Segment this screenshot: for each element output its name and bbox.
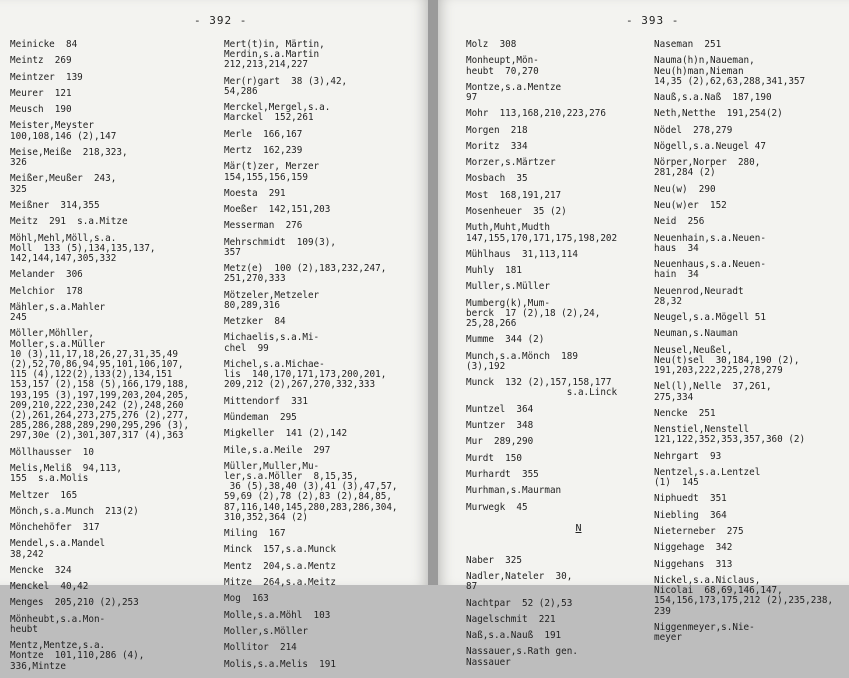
index-entry: Messerman 276 (224, 220, 303, 232)
index-entry: Menges 205,210 (2),253 (10, 597, 139, 609)
index-entry: Naseman 251 (654, 39, 722, 50)
index-entry: Neuman,s.Nauman (654, 328, 738, 340)
index-entry: Nauma(h)n,Naueman, Neu(h)man,Nieman 14,35 (2),62,63,288,341,357 (654, 55, 806, 87)
index-entry: Niebling 364 (654, 509, 727, 521)
index-entry: Niphuedt 351 (654, 493, 727, 505)
index-entry: Miling 167 (224, 528, 286, 540)
index-entry: Nehrgart 93 (654, 450, 722, 462)
left-page (0, 0, 428, 672)
index-entry: Monheupt,Mön- heubt 70,270 (466, 55, 539, 77)
index-entry: Mencke 324 (10, 564, 72, 576)
index-entry: Neth,Netthe 191,254(2) (654, 108, 783, 120)
index-entry: Nadler,Nateler 30, 87 (466, 571, 573, 593)
index-entry: Moritz 334 (466, 140, 528, 152)
index-entry: Nagelschmit 221 (466, 613, 556, 625)
index-entry: Naß,s.a.Nauß 191 (466, 630, 562, 642)
index-entries (466, 40, 651, 513)
index-entry: Mönch,s.a.Munch 213(2) (10, 505, 139, 517)
index-entry: Muntzel 364 (466, 403, 534, 415)
index-entry: Mile,s.a.Meile 297 (224, 444, 331, 456)
index-entry: Neusel,Neußel, Neu(t)sel 30,184,190 (2), 191,203,222,225,278,279 (654, 344, 800, 377)
index-entry: Muth,Muht,Mudth 147,155,170,171,175,198,202 (466, 222, 618, 244)
index-column (224, 40, 424, 676)
index-entry: Niggenmeyer,s.Nie- meyer (654, 621, 755, 644)
index-entry: Nauß,s.a.Naß 187,190 (654, 92, 772, 103)
index-entry: Molle,s.a.Möhl 103 (224, 609, 331, 621)
index-entry: Mosenheuer 35 (2) (466, 206, 567, 218)
index-entry: Neugel,s.a.Mögell 51 (654, 312, 766, 324)
index-entry: Mündeman 295 (224, 411, 297, 423)
index-entry: Michel,s.a.Michae- lis 140,170,171,173,200,201, 209,212 (2),267,270,332,333 (224, 358, 387, 391)
right-page (438, 0, 849, 668)
index-entry: Meinicke 84 (10, 39, 78, 50)
index-entry: Michaelis,s.a.Mi- chel 99 (224, 332, 320, 354)
index-entry: Muller,s.Müller (466, 281, 550, 293)
index-entry: Morzer,s.Märtzer (466, 157, 556, 169)
index-entry: Mosbach 35 (466, 173, 528, 185)
index-entry: Melander 306 (10, 269, 83, 281)
index-entry: Mer(r)gart 38 (3),42, 54,286 (224, 75, 348, 97)
index-entry: Melis,Meliß 94,113, 155 s.a.Molis (10, 463, 122, 485)
index-entry: Mehrschmidt 109(3), 357 (224, 236, 336, 258)
index-entry: Nickel,s.a.Niclaus, Nicolai 68,69,146,147, 154,156,173,175,212 (2),235,238, 239 (654, 574, 834, 617)
index-entry: Mog 163 (224, 593, 269, 605)
index-entry: Neuenrod,Neuradt 28,32 (654, 285, 744, 307)
index-entry: Möller,Möhller, Moller,s.a.Müller 10 (3),11,17,18,26,27,31,35,49 (2),52,70,86,94,95,101,106,107, 115 (4),122(2),133(2),134,151 153,157 (2),158 (5),166,179,188, 193,195 (3),197,199,203,204,205, 209,210,222,230,242 (2),248,260 (2),261,264,273,275,276 (2),277, 285,286,288,289,290,295,296 (3), 297,30e (2),301,307,317 (4),363 (10, 328, 190, 442)
index-entry: Möhl,Mehl,Möll,s.a. Moll 133 (5),134,135,137, 142,144,147,305,332 (10, 232, 156, 264)
index-entry: Melchior 178 (10, 285, 83, 297)
index-entry: Meise,Meiße 218,323, 326 (10, 146, 128, 169)
index-entry: Muhly 181 (466, 265, 522, 277)
index-entry: Mendel,s.a.Mandel 38,242 (10, 538, 106, 560)
index-entry: Moller,s.Möller (224, 625, 308, 637)
index-entry: Most 168,191,217 (466, 189, 562, 201)
index-entry: Mönheubt,s.a.Mon- heubt (10, 613, 106, 635)
index-entries (466, 556, 651, 668)
index-entry: Nentzel,s.a.Lentzel (1) 145 (654, 466, 761, 489)
index-entry: Meusch 190 (10, 104, 72, 116)
index-entry: Mönchehöfer 317 (10, 522, 100, 534)
index-entry: Niggehage 342 (654, 542, 733, 554)
page-number: - 392 - (194, 14, 248, 27)
index-entry: Metzker 84 (224, 316, 286, 328)
index-entry: Mohr 113,168,210,223,276 (466, 108, 606, 120)
index-entry: Nencke 251 (654, 407, 716, 419)
index-entry: Moeßer 142,151,203 (224, 204, 331, 216)
index-entry: Nögell,s.a.Neugel 47 (654, 140, 766, 152)
index-entry: Mötzeler,Metzeler 80,289,316 (224, 289, 320, 311)
index-entry: Murwegk 45 (466, 501, 528, 513)
index-column (654, 40, 846, 649)
index-entry: Montze,s.a.Mentze 97 (466, 81, 562, 103)
index-entry: Murhardt 355 (466, 468, 539, 480)
section-letter-heading: N (575, 522, 582, 534)
index-entry: Nenstiel,Nenstell 121,122,352,353,357,360 (2) (654, 424, 806, 446)
index-entry: Neu(w)er 152 (654, 199, 727, 211)
index-entry: Molz 308 (466, 39, 517, 50)
index-entry: Molis,s.a.Melis 191 (224, 658, 336, 670)
index-entry: Meißer,Meußer 243, 325 (10, 173, 117, 195)
index-entry: Munch,s.a.Mönch 189 (3),192 (466, 350, 578, 372)
index-entry: Murhman,s.Maurman (466, 485, 562, 497)
index-entry: Meurer 121 (10, 87, 72, 99)
index-entry: Mär(t)zer, Merzer 154,155,156,159 (224, 161, 320, 183)
index-entry: Neuenhain,s.a.Neuen- haus 34 (654, 232, 766, 254)
index-entry: Meißner 314,355 (10, 199, 100, 211)
index-entry: Neid 256 (654, 216, 705, 228)
index-entry: Morgen 218 (466, 124, 528, 136)
index-entry: Merle 166,167 (224, 128, 303, 140)
index-entry: Mur 289,290 (466, 436, 534, 448)
index-entry: Nassauer,s.Rath gen. Nassauer (466, 646, 578, 668)
index-entry: Mentz 204,s.a.Mentz (224, 560, 336, 572)
index-entry: Meintz 269 (10, 55, 72, 67)
index-entry: Migkeller 141 (2),142 (224, 428, 348, 440)
index-entry: Murdt 150 (466, 452, 522, 464)
index-entry: Mumme 344 (2) (466, 334, 545, 346)
book-gutter (428, 0, 438, 585)
index-entry: Munck 132 (2),157,158,177 s.a.Linck (466, 377, 618, 399)
index-entry: Minck 157,s.a.Munck (224, 544, 336, 556)
index-entry: Mumberg(k),Mum- berck 17 (2),18 (2),24, 25,28,266 (466, 297, 601, 330)
index-column (10, 40, 215, 678)
index-entry: Mittendorf 331 (224, 395, 308, 407)
index-entry: Mitze 264,s.a.Meitz (224, 577, 336, 589)
index-entry: Merckel,Mergel,s.a. Marckel 152,261 (224, 102, 331, 124)
index-entry: Mertz 162,239 (224, 145, 303, 156)
index-entry: Möllhausser 10 (10, 446, 94, 458)
index-entry: Mentz,Mentze,s.a. Montze 101,110,286 (4), 336,Mintze (10, 640, 145, 672)
index-entry: Nödel 278,279 (654, 124, 733, 136)
index-entry: Meister,Meyster 100,108,146 (2),147 (10, 120, 117, 142)
index-entry: Mollitor 214 (224, 642, 297, 654)
index-entry: Mert(t)in, Märtin, Merdin,s.a.Martin 212,213,214,227 (224, 39, 325, 71)
index-entry: Neu(w) 290 (654, 183, 716, 195)
index-entry: Meitz 291 s.a.Mitze (10, 216, 128, 228)
index-entry: Moesta 291 (224, 187, 286, 199)
index-entry: Mähler,s.a.Mahler 245 (10, 301, 106, 324)
page-number: - 393 - (626, 14, 680, 27)
index-entry: Naber 325 (466, 554, 522, 566)
index-entry: Menckel 40,42 (10, 581, 89, 593)
index-entry: Muntzer 348 (466, 420, 534, 432)
index-entry: Meltzer 165 (10, 489, 78, 501)
index-entry: Mühlhaus 31,113,114 (466, 248, 578, 260)
index-entry: Nachtpar 52 (2),53 (466, 597, 573, 609)
index-entry: Nel(l),Nelle 37,261, 275,334 (654, 381, 772, 403)
index-entry: Neuenhaus,s.a.Neuen- hain 34 (654, 259, 766, 281)
index-entry: Meintzer 139 (10, 71, 83, 83)
index-entry: Metz(e) 100 (2),183,232,247, 251,270,333 (224, 263, 387, 285)
index-entry: Niggehans 313 (654, 558, 733, 570)
index-column (466, 40, 651, 674)
index-entry: Müller,Muller,Mu- ler,s.a.Möller 8,15,35, 36 (5),38,40 (3),41 (3),47,57, 59,69 (2),78 (2),83 (2),84,85, 87,116,140,145,280,283,286,304, 310,352,364 (2) (224, 460, 398, 523)
index-entry: Nörper,Norper 280, 281,284 (2) (654, 157, 761, 179)
index-entry: Nieterneber 275 (654, 526, 744, 538)
